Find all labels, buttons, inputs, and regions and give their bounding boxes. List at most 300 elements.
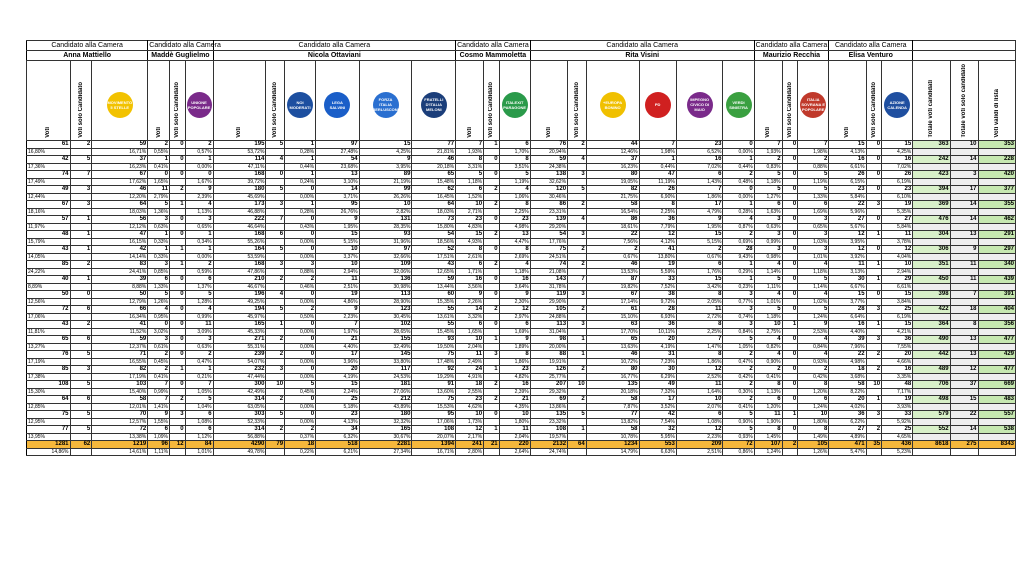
table-cell: 119	[530, 290, 567, 298]
table-cell: 669	[978, 380, 1016, 388]
table-cell: 0,00%	[285, 238, 316, 245]
table-cell: 96	[148, 440, 170, 448]
table-cell: 30,98%	[359, 283, 412, 290]
table-cell: 0,47%	[185, 358, 213, 365]
table-cell: 5	[185, 395, 213, 403]
table-cell: 18,16%	[27, 208, 71, 215]
table-cell: 50	[27, 290, 71, 298]
table-cell: 17,51%	[412, 253, 456, 260]
table-cell: 28	[829, 305, 866, 313]
table-cell: 85	[27, 365, 71, 373]
table-cell	[866, 163, 882, 170]
table-cell	[866, 223, 882, 230]
table-cell: 76	[27, 350, 71, 358]
table-cell: 15	[676, 275, 723, 283]
table-cell: 12,95%	[27, 418, 71, 425]
table-cell	[866, 283, 882, 290]
table-cell: 2	[676, 245, 723, 253]
table-cell: 422	[913, 305, 950, 313]
table-cell: 0,87%	[723, 223, 754, 230]
table-cell: 6	[798, 200, 829, 208]
table-percent-row	[27, 148, 1016, 155]
table-cell: 1,13%	[754, 388, 782, 395]
table-cell: 8	[639, 200, 676, 208]
table-cell: 19	[882, 395, 913, 403]
table-cell: 17	[950, 185, 978, 193]
table-cell: 6,93%	[639, 313, 676, 320]
table-cell: 0,45%	[285, 388, 316, 395]
table-cell: 12,01%	[92, 403, 148, 410]
table-cell: 77	[412, 140, 456, 148]
table-cell	[70, 358, 92, 365]
table-cell: 63,05%	[213, 403, 266, 410]
table-cell: 164	[213, 245, 266, 253]
table-cell: 0,44%	[723, 163, 754, 170]
table-cell: 3	[798, 230, 829, 238]
table-cell: 31	[639, 350, 676, 358]
table-cell: 5	[148, 290, 170, 298]
table-cell	[70, 433, 92, 440]
table-cell: 0	[285, 290, 316, 298]
totals-row	[27, 440, 1016, 448]
party-logo-icon: VERDI SINISTRA	[726, 92, 752, 118]
table-cell	[568, 283, 587, 290]
table-cell: 12,57%	[92, 418, 148, 425]
table-cell	[950, 268, 978, 275]
table-cell: 47	[639, 170, 676, 178]
table-cell: 3,92%	[829, 253, 866, 260]
table-cell: 2	[170, 185, 186, 193]
table-cell	[266, 208, 285, 215]
table-cell	[484, 328, 500, 335]
table-cell: 5	[266, 140, 285, 148]
table-cell: 11	[148, 185, 170, 193]
table-cell: 1,95%	[676, 223, 723, 230]
party-logo-icon: +EUROPA BONINO	[600, 92, 626, 118]
table-cell: 0	[148, 320, 170, 328]
table-cell: 67	[27, 200, 71, 208]
table-cell: 3,68%	[829, 373, 866, 380]
table-cell: 5	[70, 410, 92, 418]
table-cell: 11	[316, 275, 360, 283]
table-cell: 3,09%	[185, 328, 213, 335]
table-cell	[170, 388, 186, 395]
table-cell: 3	[70, 185, 92, 193]
table-cell: 2	[568, 140, 587, 148]
table-cell: 180	[359, 410, 412, 418]
table-cell: 3,13%	[829, 268, 866, 275]
table-cell: 0	[866, 170, 882, 178]
table-cell: 0,44%	[285, 163, 316, 170]
table-cell: 2	[266, 395, 285, 403]
table-cell: 5	[723, 410, 754, 418]
table-cell: 64	[568, 440, 587, 448]
party-logo-icon: MOVIMENTO 5 STELLE	[107, 92, 133, 118]
table-cell	[484, 373, 500, 380]
table-cell: 39,72%	[213, 178, 266, 185]
table-cell: 5	[798, 275, 829, 283]
table-cell: 2,75%	[754, 328, 782, 335]
table-cell: 23	[676, 140, 723, 148]
table-cell	[170, 418, 186, 425]
table-cell: 0,30%	[723, 388, 754, 395]
table-cell: 17,76%	[530, 238, 567, 245]
table-cell	[782, 163, 798, 170]
table-cell: 0	[148, 170, 170, 178]
table-cell: 1,43%	[676, 178, 723, 185]
table-cell	[913, 418, 950, 425]
table-cell: 3	[484, 350, 500, 358]
table-cell: 476	[913, 215, 950, 223]
table-cell	[782, 313, 798, 320]
table-cell: 3,52%	[639, 403, 676, 410]
table-cell: 14	[950, 215, 978, 223]
table-cell: 5	[754, 275, 782, 283]
table-cell	[170, 403, 186, 410]
table-cell: 10	[499, 410, 530, 418]
table-percent-row	[27, 238, 1016, 245]
table-cell: 7	[316, 320, 360, 328]
table-cell: 0	[285, 185, 316, 193]
table-cell: 1,13%	[185, 208, 213, 215]
table-cell: 242	[913, 155, 950, 163]
table-cell: 25	[882, 305, 913, 313]
table-cell: 24,41%	[92, 268, 148, 275]
table-cell: 23	[456, 215, 484, 223]
table-cell	[70, 313, 92, 320]
table-cell: 20,00%	[530, 343, 567, 350]
table-cell: 2,53%	[798, 328, 829, 335]
table-cell: 0	[170, 335, 186, 343]
table-cell: 20,18%	[412, 163, 456, 170]
table-cell: 42,49%	[213, 388, 266, 395]
table-cell: 4	[754, 290, 782, 298]
candidate-name: Rita Visini	[530, 51, 754, 61]
column-header	[484, 61, 500, 141]
table-cell: 1,90%	[754, 418, 782, 425]
table-cell: 16,23%	[92, 163, 148, 170]
table-cell	[568, 403, 587, 410]
table-cell: 1,06%	[499, 193, 530, 200]
table-cell: 306	[913, 245, 950, 253]
table-cell: 0	[170, 215, 186, 223]
table-cell: 5	[499, 170, 530, 178]
table-cell: 1,80%	[798, 418, 829, 425]
table-cell	[568, 418, 587, 425]
table-cell: 14,61%	[92, 448, 148, 455]
table-cell: 0,21%	[185, 373, 213, 380]
table-cell: 11	[754, 410, 782, 418]
table-cell: 3,93%	[882, 403, 913, 410]
table-cell: 19	[639, 260, 676, 268]
table-cell	[484, 358, 500, 365]
table-cell: 65	[586, 335, 639, 343]
table-cell: 8	[676, 290, 723, 298]
table-cell: 1,64%	[676, 388, 723, 395]
table-cell: 6	[754, 200, 782, 208]
table-cell: 398	[913, 290, 950, 298]
table-cell: 0	[782, 305, 798, 313]
table-cell	[782, 148, 798, 155]
table-cell: 1	[866, 230, 882, 238]
table-cell: 75	[530, 245, 567, 253]
table-cell	[170, 178, 186, 185]
candidate-title: Candidato alla Camera	[213, 41, 456, 51]
candidate-title-row	[27, 41, 1016, 51]
table-cell: 5	[148, 200, 170, 208]
table-cell: 47,44%	[213, 373, 266, 380]
table-cell: 13,86%	[530, 403, 567, 410]
table-cell	[782, 448, 798, 455]
column-header-label: Voti	[844, 126, 851, 138]
table-cell: 10	[316, 245, 360, 253]
table-cell: 1	[723, 155, 754, 163]
table-cell	[266, 388, 285, 395]
table-cell: 10,72%	[586, 358, 639, 365]
table-cell: 2	[285, 305, 316, 313]
party-logo-cell	[723, 61, 754, 141]
table-cell	[950, 403, 978, 410]
table-cell: 54	[316, 155, 360, 163]
table-cell: 31,96%	[359, 238, 412, 245]
table-cell: 1,14%	[798, 283, 829, 290]
table-cell: 2281	[359, 440, 412, 448]
table-cell: 43	[27, 320, 71, 328]
table-cell	[484, 268, 500, 275]
table-cell: 0,00%	[285, 373, 316, 380]
table-cell	[568, 253, 587, 260]
table-percent-row	[27, 343, 1016, 350]
table-cell: 8	[950, 320, 978, 328]
table-cell: 3,42%	[676, 283, 723, 290]
table-cell: 2,82%	[359, 208, 412, 215]
table-cell: 2,51%	[676, 448, 723, 455]
table-cell	[913, 253, 950, 260]
table-cell: 1	[866, 275, 882, 283]
table-cell: 0	[185, 170, 213, 178]
table-cell: 2	[266, 425, 285, 433]
table-cell: 3	[568, 290, 587, 298]
table-cell: 1	[148, 245, 170, 253]
table-cell: 59	[530, 155, 567, 163]
table-cell: 2,79%	[148, 193, 170, 200]
table-cell: 1,18%	[499, 268, 530, 275]
table-cell	[266, 268, 285, 275]
table-cell: 107	[754, 440, 782, 448]
table-cell: 5	[754, 170, 782, 178]
table-cell: 7,54%	[639, 418, 676, 425]
table-cell	[866, 298, 882, 305]
table-row	[27, 335, 1016, 343]
table-cell: 5	[754, 305, 782, 313]
table-cell	[782, 403, 798, 410]
table-cell: 10	[316, 260, 360, 268]
table-cell: 1,80%	[499, 418, 530, 425]
table-cell	[266, 358, 285, 365]
table-cell: 3,84%	[882, 298, 913, 305]
table-cell: 59	[412, 275, 456, 283]
table-cell: 3,10%	[316, 178, 360, 185]
table-cell: 5,67%	[829, 223, 866, 230]
table-cell: 0	[782, 185, 798, 193]
table-row	[27, 200, 1016, 208]
table-cell: 53,59%	[213, 253, 266, 260]
table-cell	[266, 178, 285, 185]
table-cell: 0	[170, 230, 186, 238]
table-cell: 55	[412, 320, 456, 328]
table-cell: 3,02%	[148, 328, 170, 335]
table-cell: 11,52%	[92, 328, 148, 335]
table-cell: 54	[412, 230, 456, 238]
table-cell: 0,00%	[285, 253, 316, 260]
table-cell: 1,36%	[148, 208, 170, 215]
table-row	[27, 275, 1016, 283]
table-cell: 2	[148, 350, 170, 358]
table-cell: 139	[530, 215, 567, 223]
table-cell: 0	[782, 260, 798, 268]
table-cell: 2	[754, 155, 782, 163]
table-cell: 27,34%	[359, 448, 412, 455]
table-percent-row	[27, 283, 1016, 290]
table-cell: 5	[798, 305, 829, 313]
table-cell: 1,76%	[676, 268, 723, 275]
table-cell: 1	[285, 140, 316, 148]
table-cell: 1,89%	[499, 343, 530, 350]
table-cell: 2	[782, 440, 798, 448]
table-cell: 27	[829, 425, 866, 433]
table-cell: 0,99%	[148, 388, 170, 395]
table-cell: 7	[568, 275, 587, 283]
column-header-label: Voti	[45, 126, 52, 138]
table-cell: 2	[754, 365, 782, 373]
table-cell: 7,02%	[676, 163, 723, 170]
table-cell: 439	[978, 275, 1016, 283]
table-cell: 23	[316, 410, 360, 418]
table-cell: 47,11%	[213, 163, 266, 170]
table-cell	[266, 403, 285, 410]
table-cell: 5,15%	[676, 238, 723, 245]
table-cell: 3,56%	[456, 283, 484, 290]
table-cell: 80	[586, 170, 639, 178]
table-cell: 60	[412, 290, 456, 298]
table-cell: 4,65%	[882, 433, 913, 440]
table-cell: 2	[266, 350, 285, 358]
table-cell: 6,61%	[882, 283, 913, 290]
table-cell: 97	[316, 140, 360, 148]
table-cell: 4,40%	[316, 343, 360, 350]
table-cell: 1	[170, 260, 186, 268]
table-cell: 15	[676, 230, 723, 238]
table-cell: 1,01%	[798, 253, 829, 260]
table-cell: 97	[359, 245, 412, 253]
table-cell: 9,72%	[639, 298, 676, 305]
table-cell: 1,27%	[754, 193, 782, 200]
table-cell: 3	[723, 305, 754, 313]
table-cell: 2,05%	[676, 298, 723, 305]
table-cell: 19,57%	[530, 433, 567, 440]
table-cell: 0	[782, 245, 798, 253]
table-cell: 34	[316, 425, 360, 433]
table-cell: 19	[316, 290, 360, 298]
table-cell: 2	[484, 185, 500, 193]
table-cell: 4,62%	[456, 403, 484, 410]
party-logo-icon: AZIONE CALENDA	[884, 92, 910, 118]
table-cell	[782, 208, 798, 215]
table-cell: 6	[266, 230, 285, 238]
table-cell: 28	[639, 305, 676, 313]
table-cell: 5	[266, 305, 285, 313]
table-cell: 20	[829, 395, 866, 403]
table-cell	[568, 388, 587, 395]
table-cell: 12,79%	[92, 298, 148, 305]
table-cell: 0	[285, 365, 316, 373]
table-cell: 57	[27, 215, 71, 223]
table-cell: 0	[285, 395, 316, 403]
table-cell: 1,11%	[148, 448, 170, 455]
table-cell: 30	[639, 365, 676, 373]
table-cell: 6,61%	[829, 163, 866, 170]
table-cell	[484, 178, 500, 185]
table-cell: 74	[27, 170, 71, 178]
table-cell: 19,29%	[412, 373, 456, 380]
table-cell: 1	[568, 350, 587, 358]
table-cell: 6	[70, 305, 92, 313]
table-cell: 93	[412, 335, 456, 343]
table-cell	[950, 283, 978, 290]
table-cell: 0,59%	[185, 268, 213, 275]
table-cell: 2,24%	[316, 388, 360, 395]
table-cell: 16	[829, 320, 866, 328]
table-cell: 0	[170, 320, 186, 328]
table-cell	[950, 163, 978, 170]
table-cell: 9,43%	[723, 253, 754, 260]
table-cell	[978, 373, 1016, 380]
table-cell: 0,46%	[285, 283, 316, 290]
table-cell: 4,89%	[829, 433, 866, 440]
table-cell	[782, 358, 798, 365]
table-cell	[484, 283, 500, 290]
table-cell: 14,86%	[27, 448, 71, 455]
table-cell: 6,19%	[882, 313, 913, 320]
table-cell	[950, 448, 978, 455]
table-cell: 10	[950, 140, 978, 148]
table-cell: 3,51%	[499, 163, 530, 170]
table-cell	[170, 268, 186, 275]
table-cell: 0	[866, 215, 882, 223]
table-cell: 3	[723, 290, 754, 298]
table-cell: 10	[866, 380, 882, 388]
table-cell: 552	[913, 425, 950, 433]
table-cell	[568, 238, 587, 245]
table-cell: 4	[723, 215, 754, 223]
table-cell	[484, 418, 500, 425]
table-row	[27, 155, 1016, 163]
table-cell	[170, 193, 186, 200]
table-cell	[266, 433, 285, 440]
table-cell	[266, 448, 285, 455]
table-cell: 24,51%	[530, 253, 567, 260]
table-cell: 477	[978, 335, 1016, 343]
table-percent-row	[27, 163, 1016, 170]
table-cell: 518	[316, 440, 360, 448]
table-cell: 8	[676, 320, 723, 328]
table-cell: 4,47%	[499, 238, 530, 245]
table-cell	[568, 358, 587, 365]
table-cell	[484, 343, 500, 350]
table-row	[27, 395, 1016, 403]
table-cell: 0,00%	[185, 163, 213, 170]
table-cell: 27	[829, 215, 866, 223]
